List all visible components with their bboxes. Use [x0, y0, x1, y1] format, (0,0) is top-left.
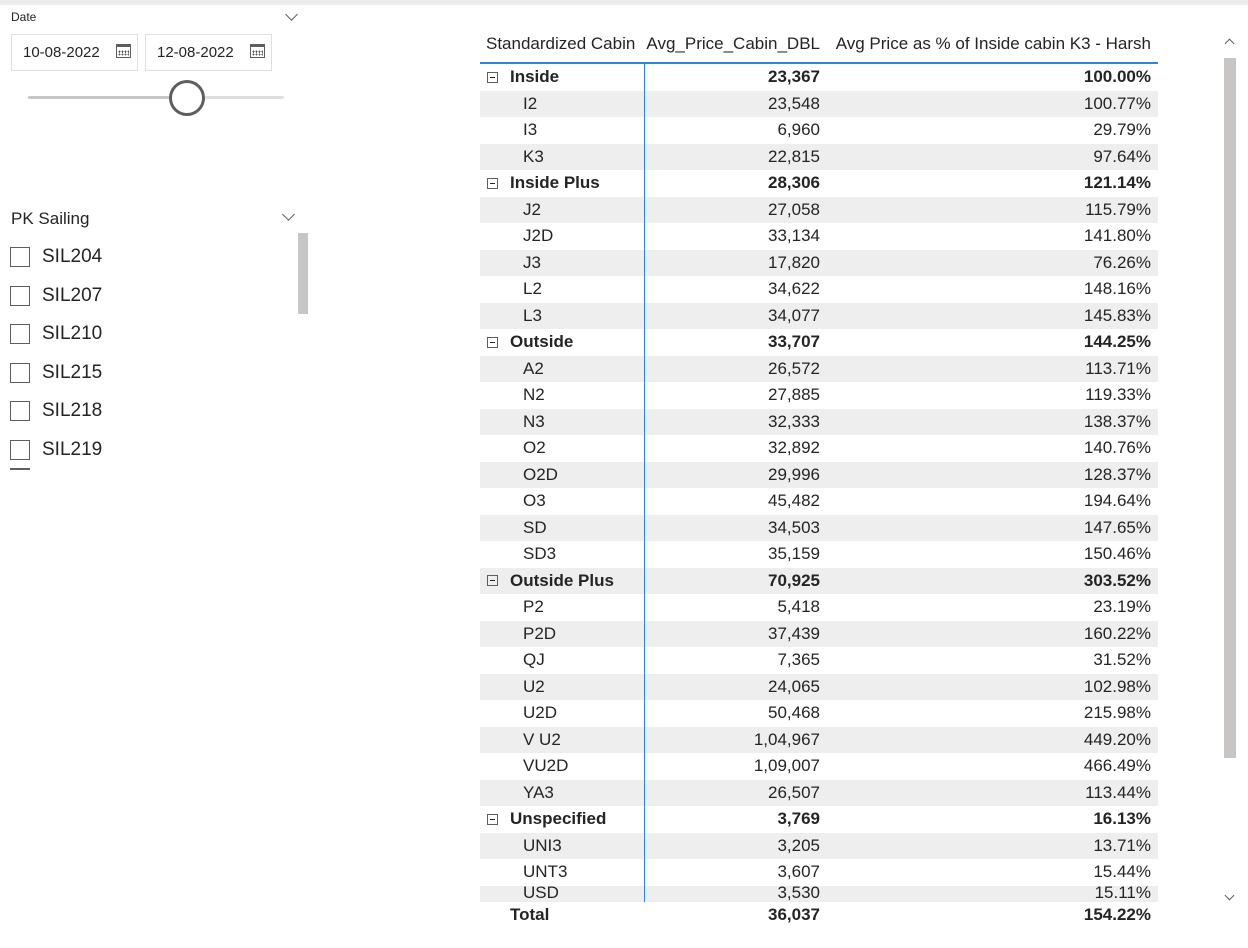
chevron-down-icon[interactable]	[282, 208, 295, 221]
cabin-cell	[480, 809, 644, 829]
col-header-cabin[interactable]: Standardized Cabin	[486, 34, 636, 53]
cabin-name: J2	[523, 199, 541, 219]
matrix-body	[480, 64, 1158, 902]
avg-price-cell: 23,367	[768, 67, 820, 87]
table-row	[480, 462, 1158, 489]
table-row	[480, 303, 1158, 330]
cabin-name: Outside	[510, 332, 574, 352]
cabin-cell	[480, 226, 644, 246]
table-row	[480, 780, 1158, 807]
pct-cell: 113.71%	[1085, 358, 1151, 378]
cabin-cell	[480, 200, 644, 220]
cabin-cell	[480, 438, 644, 458]
cabin-cell	[480, 412, 644, 432]
cabin-name: UNI3	[523, 835, 562, 855]
scroll-up-icon[interactable]	[1225, 39, 1235, 49]
table-row	[480, 674, 1158, 701]
avg-price-cell: 35,159	[768, 544, 820, 564]
checkbox[interactable]	[10, 286, 30, 306]
cabin-name: J2D	[523, 226, 554, 246]
avg-price-cell: 24,065	[768, 676, 820, 696]
cabin-name: L3	[523, 305, 542, 325]
avg-price-cell: 3,205	[777, 835, 820, 855]
pct-cell: 119.33%	[1085, 385, 1151, 405]
table-row	[480, 727, 1158, 754]
pct-cell: 128.37%	[1083, 464, 1151, 484]
table-row	[480, 833, 1158, 860]
pct-cell: 138.37%	[1083, 411, 1151, 431]
avg-price-cell: 34,503	[768, 517, 820, 537]
table-row	[480, 117, 1158, 144]
collapse-icon[interactable]	[487, 337, 498, 348]
checkbox[interactable]	[10, 324, 30, 344]
cabin-name: Unspecified	[510, 809, 607, 829]
cabin-cell	[480, 650, 644, 670]
cabin-name: N2	[523, 385, 545, 405]
cabin-name: VU2D	[523, 756, 569, 776]
avg-price-cell: 6,960	[777, 120, 820, 140]
cabin-name: YA3	[523, 782, 554, 802]
table-row	[480, 647, 1158, 674]
cabin-name: USD	[523, 885, 559, 902]
cabin-name: Inside	[510, 67, 560, 87]
end-date-value: 12-08-2022	[157, 44, 234, 61]
avg-price-cell: 33,707	[768, 332, 820, 352]
cabin-name: L2	[523, 279, 542, 299]
cabin-cell	[480, 544, 644, 564]
avg-price-cell: 27,885	[768, 385, 820, 405]
avg-price-cell: 37,439	[768, 623, 820, 643]
table-row	[480, 859, 1158, 886]
pk-sailing-item-label: SIL207	[42, 284, 103, 306]
cabin-cell	[480, 359, 644, 379]
pct-cell: 194.64%	[1083, 491, 1151, 511]
total-pct: 154.22%	[1083, 905, 1151, 924]
checkbox[interactable]	[10, 401, 30, 421]
pct-cell: 148.16%	[1083, 279, 1151, 299]
avg-price-cell: 29,996	[768, 464, 820, 484]
cabin-cell	[480, 886, 644, 902]
cabin-cell	[480, 306, 644, 326]
cabin-cell	[480, 862, 644, 882]
cabin-name: SD	[523, 517, 547, 537]
cabin-name: P2	[523, 597, 544, 617]
matrix-group-row	[480, 806, 1158, 833]
table-row	[480, 700, 1158, 727]
avg-price-cell: 1,09,007	[753, 756, 820, 776]
collapse-icon[interactable]	[487, 178, 498, 189]
cabin-name: O3	[523, 491, 546, 511]
cabin-price-matrix	[480, 26, 1158, 902]
checkbox[interactable]	[10, 440, 30, 460]
cabin-name: I3	[523, 120, 538, 140]
avg-price-cell: 3,769	[777, 809, 820, 829]
chevron-down-icon[interactable]	[285, 8, 298, 21]
avg-price-cell: 50,468	[768, 703, 820, 723]
pk-sailing-list	[10, 238, 300, 469]
cabin-cell	[480, 120, 644, 140]
table-row	[480, 144, 1158, 171]
table-row	[480, 223, 1158, 250]
pk-sailing-item[interactable]	[10, 354, 300, 393]
pct-cell: 145.83%	[1083, 305, 1151, 325]
column-divider	[644, 64, 645, 926]
cabin-cell	[480, 67, 644, 87]
pct-cell: 115.79%	[1085, 199, 1151, 219]
avg-price-cell: 22,815	[768, 146, 820, 166]
cabin-cell	[480, 518, 644, 538]
pct-cell: 23.19%	[1093, 597, 1151, 617]
table-row	[480, 753, 1158, 780]
matrix-group-row	[480, 170, 1158, 197]
calendar-icon[interactable]	[116, 44, 131, 58]
total-label: Total	[510, 905, 550, 924]
avg-price-cell: 70,925	[768, 570, 820, 590]
date-slider-fill	[28, 96, 187, 99]
table-row	[480, 382, 1158, 409]
pct-cell: 160.22%	[1083, 623, 1151, 643]
matrix-header	[480, 26, 1158, 64]
table-row	[480, 488, 1158, 515]
table-row	[480, 435, 1158, 462]
cabin-name: U2D	[523, 703, 558, 723]
table-row	[480, 409, 1158, 436]
pct-cell: 121.14%	[1083, 173, 1151, 193]
pk-list-scrollbar[interactable]	[298, 233, 308, 314]
pct-cell: 76.26%	[1093, 252, 1151, 272]
pk-sailing-item-label: SIL215	[42, 361, 103, 383]
collapse-icon[interactable]	[487, 575, 498, 586]
avg-price-cell: 34,622	[768, 279, 820, 299]
table-row	[480, 197, 1158, 224]
avg-price-cell: 7,365	[777, 650, 820, 670]
date-slider-thumb[interactable]	[169, 80, 205, 116]
cabin-name: O2	[523, 438, 546, 458]
cabin-name: V U2	[523, 729, 561, 749]
cabin-cell	[480, 836, 644, 856]
avg-price-cell: 27,058	[768, 199, 820, 219]
cabin-name: SD3	[523, 544, 557, 564]
pk-sailing-item[interactable]	[10, 238, 300, 277]
pct-cell: 29.79%	[1093, 120, 1151, 140]
table-row	[480, 250, 1158, 277]
checkbox[interactable]	[10, 247, 30, 267]
cabin-name: K3	[523, 146, 544, 166]
cabin-cell	[480, 147, 644, 167]
pk-sailing-item[interactable]	[10, 392, 300, 431]
pk-sailing-item[interactable]	[10, 315, 300, 354]
avg-price-cell: 45,482	[768, 491, 820, 511]
avg-price-cell: 1,04,967	[753, 729, 820, 749]
avg-price-cell: 5,418	[777, 597, 820, 617]
cabin-cell	[480, 756, 644, 776]
avg-price-cell: 32,892	[768, 438, 820, 458]
pk-sailing-item-label: SIL219	[42, 438, 103, 460]
avg-price-cell: 3,530	[777, 885, 820, 902]
avg-price-cell: 26,507	[768, 782, 820, 802]
pct-cell: 97.64%	[1093, 146, 1151, 166]
cabin-cell	[480, 491, 644, 511]
cabin-name: P2D	[523, 623, 557, 643]
pct-cell: 16.13%	[1093, 809, 1151, 829]
cabin-cell	[480, 571, 644, 591]
table-row	[480, 886, 1158, 902]
calendar-icon[interactable]	[250, 44, 265, 58]
matrix-group-row	[480, 64, 1158, 91]
pct-cell: 113.44%	[1085, 782, 1151, 802]
table-row	[480, 541, 1158, 568]
pct-cell: 102.98%	[1083, 676, 1151, 696]
cabin-cell	[480, 730, 644, 750]
pct-cell: 31.52%	[1093, 650, 1151, 670]
cabin-name: Inside Plus	[510, 173, 600, 193]
matrix-scrollbar[interactable]	[1224, 58, 1236, 758]
cabin-cell	[480, 624, 644, 644]
cabin-name: I2	[523, 93, 538, 113]
pct-cell: 150.46%	[1083, 544, 1151, 564]
avg-price-cell: 26,572	[768, 358, 820, 378]
pct-cell: 147.65%	[1083, 517, 1151, 537]
pct-cell: 449.20%	[1083, 729, 1151, 749]
pk-sailing-item-label: SIL218	[42, 400, 103, 422]
cabin-cell	[480, 703, 644, 723]
cabin-cell	[480, 385, 644, 405]
pk-list-cut-item	[10, 468, 30, 470]
avg-price-cell: 32,333	[768, 411, 820, 431]
matrix-total-row	[480, 902, 1158, 928]
cabin-cell	[480, 597, 644, 617]
avg-price-cell: 17,820	[768, 252, 820, 272]
cabin-cell	[480, 465, 644, 485]
total-price: 36,037	[768, 905, 820, 924]
cabin-name: N3	[523, 411, 545, 431]
checkbox[interactable]	[10, 363, 30, 383]
avg-price-cell: 28,306	[768, 173, 820, 193]
pct-cell: 13.71%	[1093, 835, 1151, 855]
avg-price-cell: 34,077	[768, 305, 820, 325]
pct-cell: 144.25%	[1083, 332, 1151, 352]
cabin-name: Outside Plus	[510, 570, 614, 590]
cabin-cell	[480, 173, 644, 193]
date-slicer-title: Date	[11, 10, 37, 24]
table-row	[480, 276, 1158, 303]
cabin-cell	[480, 94, 644, 114]
pk-sailing-item-label: SIL210	[42, 323, 103, 345]
pct-cell: 215.98%	[1083, 703, 1151, 723]
pct-cell: 140.76%	[1083, 438, 1151, 458]
pk-sailing-item[interactable]	[10, 277, 300, 316]
cabin-name: QJ	[523, 650, 545, 670]
collapse-icon[interactable]	[487, 72, 498, 83]
pk-sailing-title: PK Sailing	[11, 209, 90, 228]
cabin-name: O2D	[523, 464, 558, 484]
cabin-name: A2	[523, 358, 544, 378]
pct-cell: 15.44%	[1093, 862, 1151, 882]
table-row	[480, 621, 1158, 648]
start-date-value: 10-08-2022	[23, 44, 100, 61]
cabin-cell	[480, 253, 644, 273]
cabin-name: J3	[523, 252, 541, 272]
avg-price-cell: 23,548	[768, 93, 820, 113]
pct-cell: 141.80%	[1083, 226, 1151, 246]
avg-price-cell: 33,134	[768, 226, 820, 246]
end-date-input[interactable]	[145, 34, 272, 71]
pk-sailing-item[interactable]	[10, 431, 300, 470]
pct-cell: 303.52%	[1083, 570, 1151, 590]
pct-cell: 100.00%	[1083, 67, 1151, 87]
avg-price-cell: 3,607	[777, 862, 820, 882]
collapse-icon[interactable]	[487, 814, 498, 825]
cabin-cell	[480, 279, 644, 299]
cabin-cell	[480, 332, 644, 352]
start-date-input[interactable]	[11, 34, 138, 71]
cabin-cell	[480, 783, 644, 803]
cabin-name: U2	[523, 676, 545, 696]
matrix-group-row	[480, 568, 1158, 595]
pct-cell: 100.77%	[1083, 93, 1151, 113]
table-row	[480, 91, 1158, 118]
pct-cell: 15.11%	[1094, 885, 1151, 902]
col-header-pct[interactable]: Avg Price as % of Inside cabin K3 - Harsh	[835, 34, 1151, 53]
table-row	[480, 515, 1158, 542]
pk-sailing-item-label: SIL204	[42, 246, 103, 268]
top-bar	[0, 0, 1248, 5]
table-row	[480, 594, 1158, 621]
matrix-group-row	[480, 329, 1158, 356]
col-header-avg-price[interactable]: Avg_Price_Cabin_DBL	[646, 34, 820, 53]
cabin-name: UNT3	[523, 862, 568, 882]
cabin-cell	[480, 677, 644, 697]
table-row	[480, 356, 1158, 383]
pct-cell: 466.49%	[1083, 756, 1151, 776]
scroll-down-icon[interactable]	[1225, 891, 1235, 901]
